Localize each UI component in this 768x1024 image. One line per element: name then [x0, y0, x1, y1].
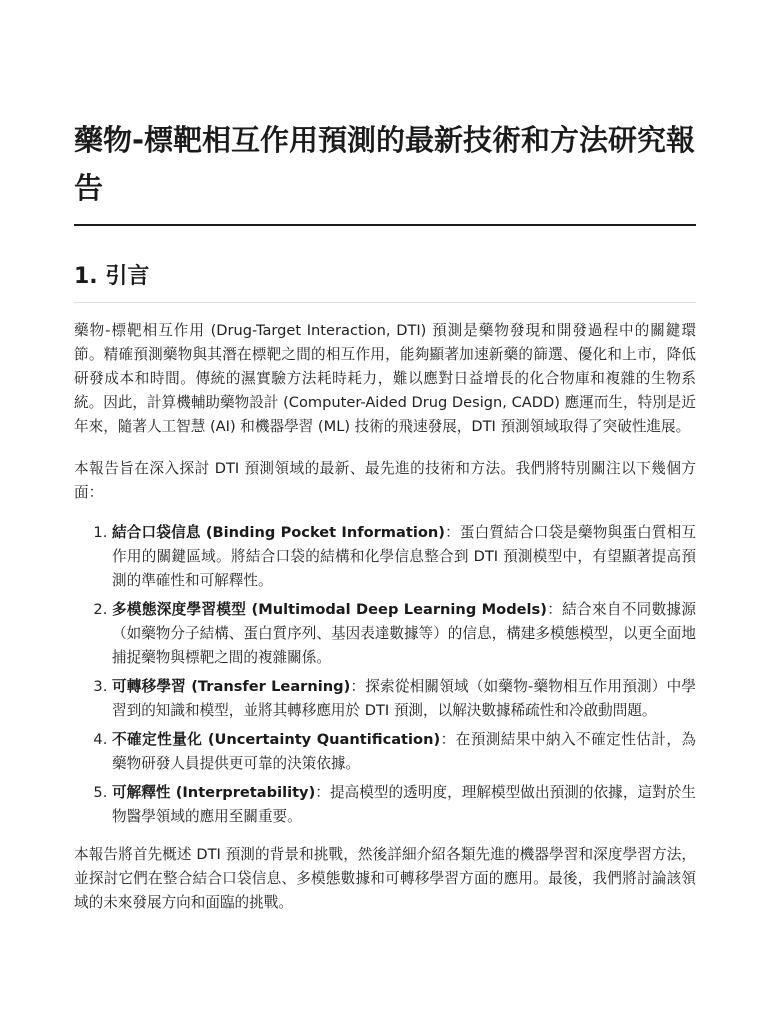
document-title: 藥物-標靶相互作用預測的最新技術和方法研究報告: [74, 116, 696, 226]
list-item-term: 結合口袋信息 (Binding Pocket Information): [112, 524, 445, 541]
list-item: [112, 675, 696, 723]
list-item-description: ：探索從相關領域（如藥物-藥物相互作用預測）中學習到的知識和模型，並將其轉移應用於 DTI 預測，以解決數據稀疏性和冷啟動問題。: [112, 678, 696, 719]
focus-list: [74, 521, 696, 829]
closing-paragraph: 本報告將首先概述 DTI 預測的背景和挑戰，然後詳細介紹各類先進的機器學習和深度學習方法，並探討它們在整合結合口袋信息、多模態數據和可轉移學習方面的應用。最後，我們將討論該領域的未來發展方向和面臨的挑戰。: [74, 846, 696, 911]
list-item-description: ：在預測結果中納入不確定性估計，為藥物研發人員提供更可靠的決策依據。: [112, 731, 696, 772]
list-item: [112, 781, 696, 829]
list-item: [112, 598, 696, 670]
intro-paragraph: 藥物-標靶相互作用 (Drug-Target Interaction, DTI) 預測是藥物發現和開發過程中的關鍵環節。精確預測藥物與其潛在標靶之間的相互作用，能夠顯著加速新藥的篩選、優化和上市，降低研發成本和時間。傳統的濕實驗方法耗時耗力，難以應對日益增長的化合物庫和複雜的生物系統。因此，計算機輔助藥物設計 (Computer-Aided Drug Design, CADD) 應運而生，特別是近年來，隨著人工智慧 (AI) 和機器學習 (ML) 技術的飛速發展，DTI 預測領域取得了突破性進展。: [74, 322, 696, 435]
list-item-description: ：結合來自不同數據源（如藥物分子結構、蛋白質序列、基因表達數據等）的信息，構建多模態模型，以更全面地捕捉藥物與標靶之間的複雜關係。: [112, 601, 696, 666]
list-item-description: ：蛋白質結合口袋是藥物與蛋白質相互作用的關鍵區域。將結合口袋的結構和化學信息整合到 DTI 預測模型中，有望顯著提高預測的準確性和可解釋性。: [112, 524, 696, 589]
list-item-term: 可解釋性 (Interpretability): [112, 784, 316, 801]
list-item-term: 多模態深度學習模型 (Multimodal Deep Learning Models): [112, 601, 547, 618]
list-item: [112, 728, 696, 776]
list-item: [112, 521, 696, 593]
aim-paragraph: 本報告旨在深入探討 DTI 預測領域的最新、最先進的技術和方法。我們將特別關注以下幾個方面：: [74, 460, 696, 501]
section-heading: 1. 引言: [74, 260, 696, 303]
list-item-description: ：提高模型的透明度，理解模型做出預測的依據，這對於生物醫學領域的應用至關重要。: [112, 784, 696, 825]
list-item-term: 可轉移學習 (Transfer Learning): [112, 678, 351, 695]
list-item-term: 不確定性量化 (Uncertainty Quantification): [112, 731, 441, 748]
